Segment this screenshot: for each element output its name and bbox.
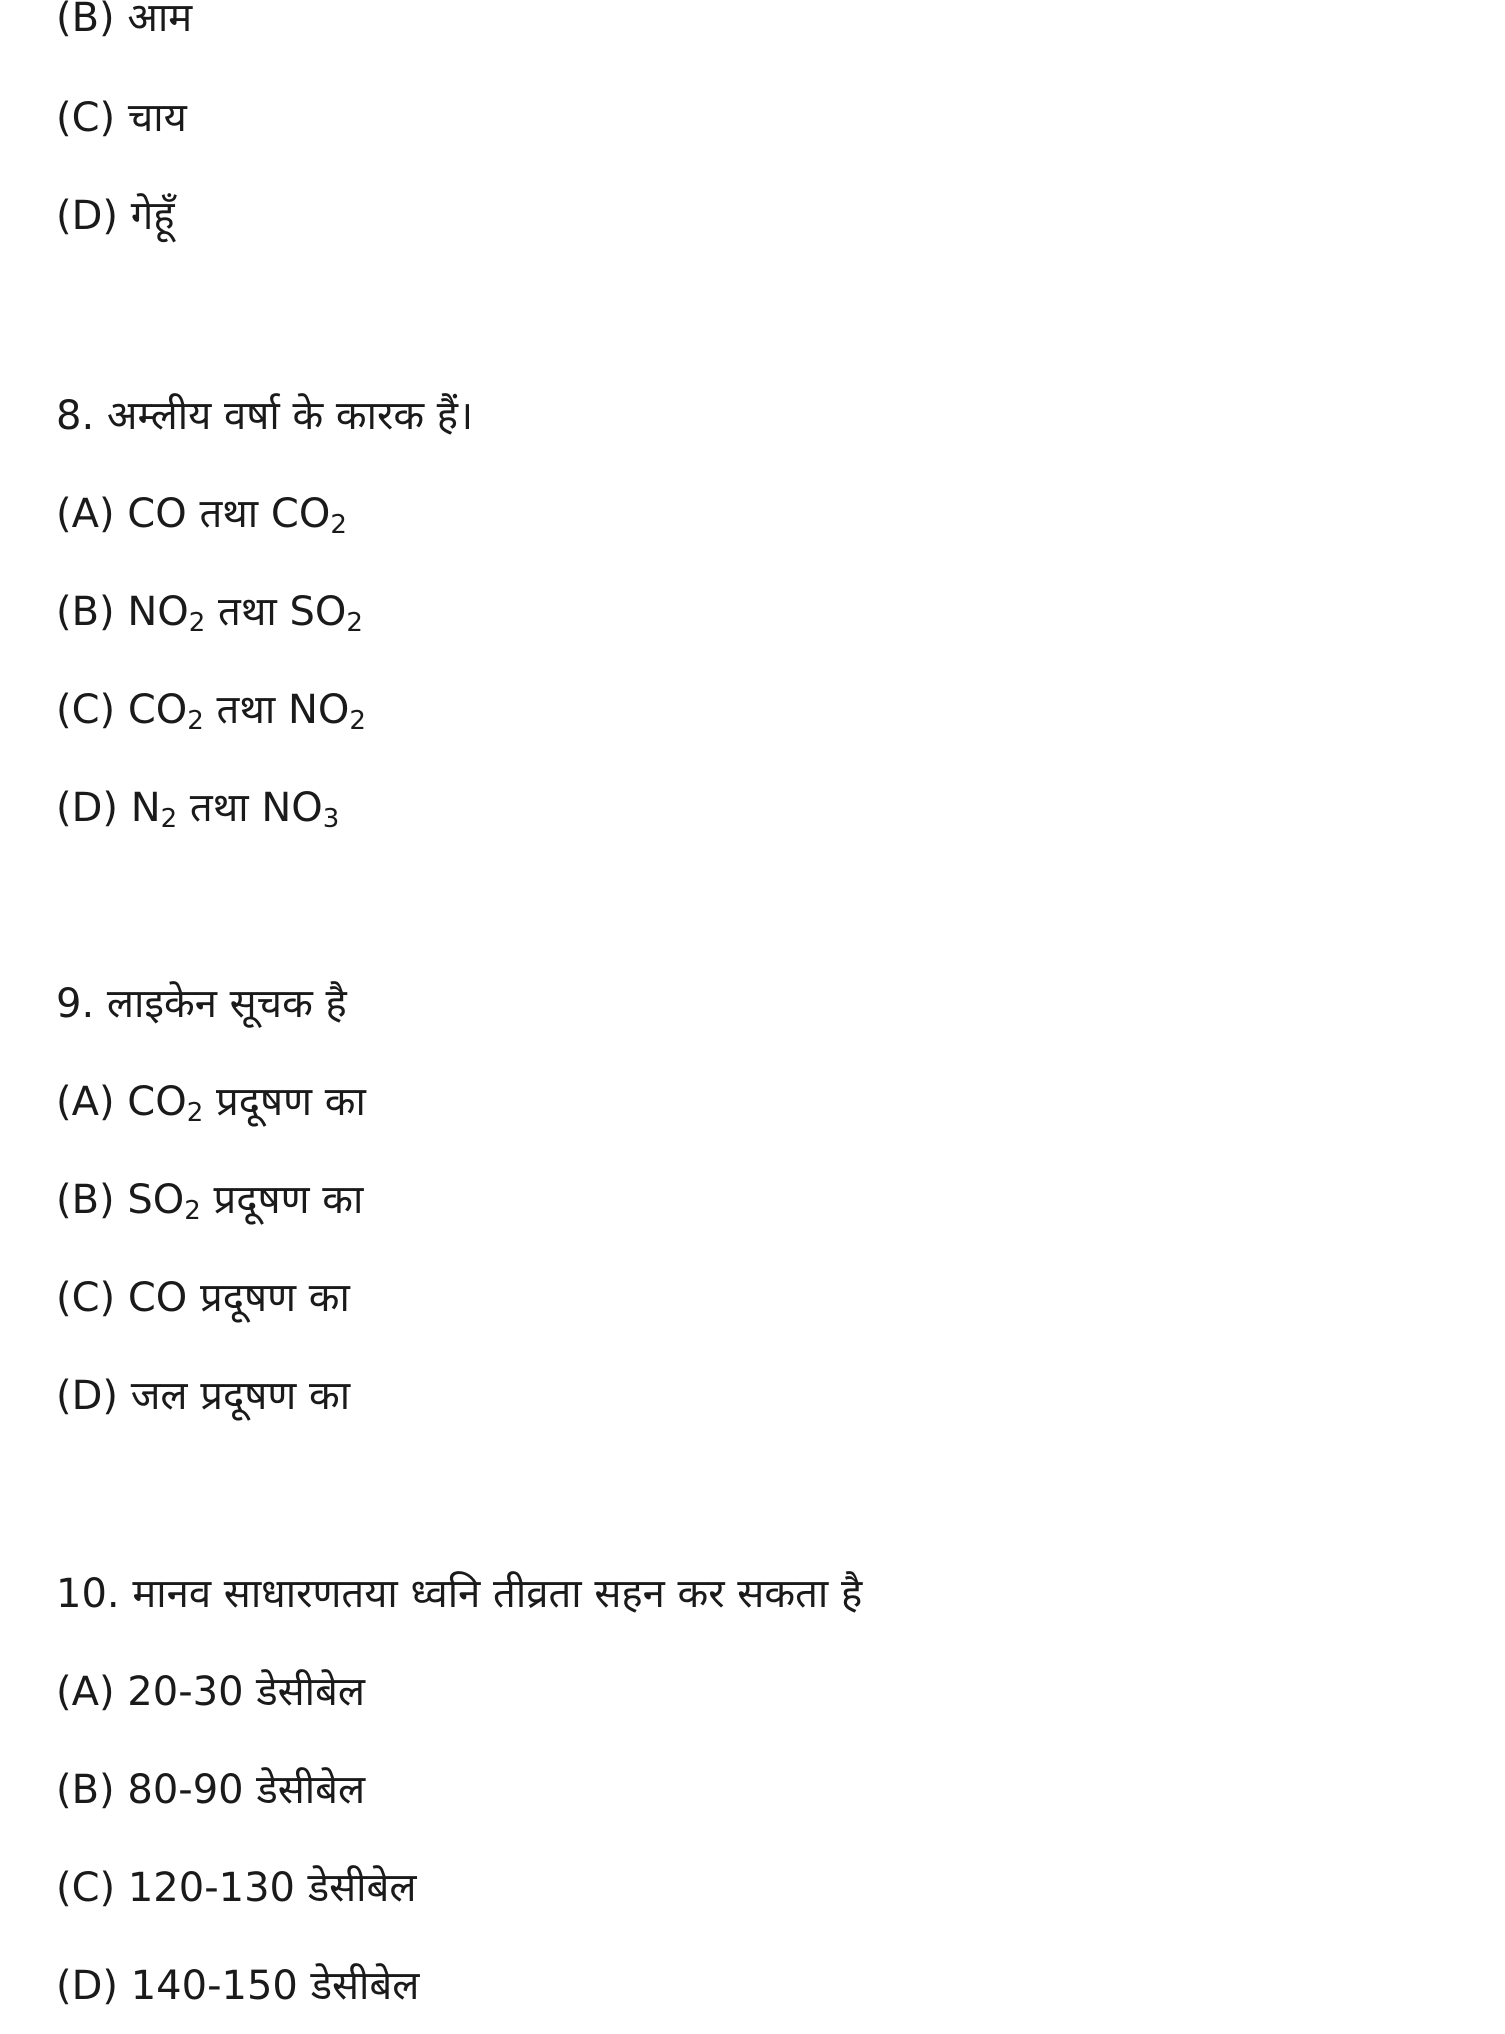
subscript: 2 (187, 706, 204, 736)
option-label: (A) (56, 491, 115, 537)
subscript: 2 (184, 1196, 201, 1226)
subscript: 2 (330, 510, 347, 540)
question-10 (56, 1568, 862, 1620)
formula-1: CO (127, 1275, 188, 1321)
option-text: प्रदूषण का (213, 1177, 364, 1223)
option-line (56, 0, 192, 44)
option-label: (D) (56, 1373, 119, 1419)
option-line (56, 190, 175, 242)
option-text: 20-30 डेसीबेल (127, 1669, 366, 1715)
option-text: प्रदूषण का (200, 1275, 350, 1321)
q8-option-a (56, 488, 347, 551)
option-text: 140-150 डेसीबेल (130, 1963, 420, 2009)
option-label: (D) (56, 193, 119, 239)
option-label: (B) (56, 1177, 115, 1223)
formula-1: NO (127, 589, 189, 635)
q9-option-a (56, 1076, 366, 1139)
option-label: (C) (56, 1275, 116, 1321)
option-label: (B) (56, 589, 115, 635)
q10-option-d (56, 1960, 419, 2012)
option-text: आम (127, 0, 193, 41)
question-number: 10. (56, 1571, 120, 1617)
formula-1: CO (127, 1079, 187, 1125)
option-label: (D) (56, 785, 119, 831)
q8-option-d (56, 782, 339, 845)
formula-2: CO (270, 491, 331, 537)
conjunction: तथा (199, 491, 259, 537)
option-text: प्रदूषण का (215, 1079, 366, 1125)
question-number: 8. (56, 393, 95, 439)
option-label: (C) (56, 1865, 116, 1911)
option-label: (C) (56, 95, 116, 141)
formula-1: SO (127, 1177, 185, 1223)
option-text: प्रदूषण का (200, 1373, 351, 1419)
q9-option-b (56, 1174, 363, 1237)
question-text: अम्लीय वर्षा के कारक हैं। (106, 393, 474, 439)
subscript: 2 (349, 706, 366, 736)
option-label: (B) (56, 0, 115, 41)
formula-1: CO (127, 491, 187, 537)
subscript: 2 (160, 804, 178, 834)
conjunction: तथा (216, 687, 276, 733)
option-label: (A) (56, 1079, 115, 1125)
option-label: (A) (56, 1669, 115, 1715)
q10-option-a (56, 1666, 365, 1718)
formula-1: CO (127, 687, 188, 733)
option-text: जल (130, 1373, 188, 1419)
formula-2: SO (289, 589, 347, 635)
conjunction: तथा (189, 785, 249, 831)
subscript: 3 (322, 804, 340, 834)
subscript: 2 (346, 608, 363, 638)
option-text: चाय (127, 95, 187, 141)
question-number: 9. (56, 981, 95, 1027)
formula-1: N (130, 785, 161, 831)
conjunction: तथा (218, 589, 277, 635)
question-9 (56, 978, 347, 1030)
question-8 (56, 390, 473, 442)
subscript: 2 (188, 608, 206, 638)
option-text: गेहूँ (130, 193, 175, 239)
formula-2: NO (288, 687, 350, 733)
q8-option-c (56, 684, 366, 747)
option-text: 80-90 डेसीबेल (127, 1767, 366, 1813)
option-label: (B) (56, 1767, 115, 1813)
formula-2: NO (261, 785, 323, 831)
q10-option-c (56, 1862, 416, 1914)
question-text: मानव साधारणतया ध्वनि तीव्रता सहन कर सकता है (132, 1571, 863, 1617)
option-label: (D) (56, 1963, 119, 2009)
option-label: (C) (56, 687, 116, 733)
q10-option-b (56, 1764, 365, 1816)
q8-option-b (56, 586, 363, 649)
q9-option-d (56, 1370, 350, 1422)
subscript: 2 (186, 1098, 204, 1128)
question-text: लाइकेन सूचक है (106, 981, 347, 1027)
q9-option-c (56, 1272, 350, 1324)
option-line (56, 92, 187, 144)
option-text: 120-130 डेसीबेल (127, 1865, 417, 1911)
